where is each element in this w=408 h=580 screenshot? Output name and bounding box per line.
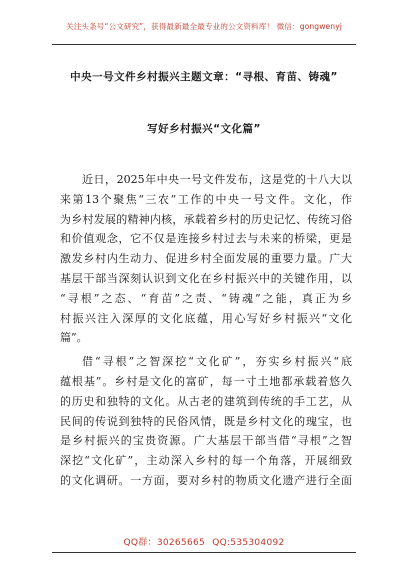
- document-title: 中央一号文件乡村振兴主题文章：“寻根、育苗、铸魂”: [70, 71, 338, 83]
- paragraph-1: [60, 170, 352, 348]
- header-divider: [52, 44, 356, 45]
- paragraph-2: [60, 352, 352, 491]
- text-line: 激发乡村内生动力、促进乡村全面发展的重要力量。广大: [60, 252, 352, 266]
- qq-number: QQ:535304092: [212, 538, 285, 548]
- text-line: 民间的传说到独特的民俗风情，既是乡村文化的瑰宝，也: [60, 414, 352, 428]
- text-line: 近日，2025年中央一号文件发布，这是党的十八大以: [82, 173, 352, 186]
- text-line: 蕴根基”。乡村是文化的富矿，每一寸土地都承载着悠久: [60, 374, 352, 388]
- text-line: 为乡村发展的精神内核，承载着乡村的历史记忆、传统习俗: [60, 212, 352, 226]
- text-line: 篇”。: [60, 331, 88, 345]
- text-line: “寻根”之态、“育苗”之责、“铸魂”之能，真正为乡: [60, 291, 352, 305]
- text-line: 基层干部当深刻认识到文化在乡村振兴中的关键作用，以: [60, 271, 352, 285]
- text-line: 是乡村振兴的宝贵资源。广大基层干部当借“寻根”之智: [60, 434, 352, 448]
- text-line: 深挖“文化矿”，主动深入乡村的每一个角落，开展细致: [60, 454, 352, 468]
- qq-group-number: QQ群：30265665: [123, 538, 206, 548]
- text-line: 的历史和独特的文化。从古老的建筑到传统的手工艺，从: [60, 394, 352, 408]
- text-line: 来第13个聚焦“三农”工作的中央一号文件。文化，作: [60, 192, 352, 206]
- header-note: 关注头条号“公文研究”，获得最新最全最专业的公文资料库！ 微信：gongwenyj: [66, 22, 342, 31]
- text-line: 的文化调研。一方面，要对乡村的物质文化遗产进行全面: [60, 473, 352, 487]
- document-body: [60, 170, 352, 491]
- footer-divider: [52, 552, 356, 553]
- text-line: 借“寻根”之智深挖“文化矿”，夯实乡村振兴“底: [82, 355, 352, 369]
- document-subtitle: 写好乡村振兴“文化篇”: [147, 123, 261, 135]
- footer-contact: [0, 535, 408, 548]
- text-line: 村振兴注入深厚的文化底蕴，用心写好乡村振兴“文化: [60, 311, 352, 325]
- text-line: 和价值观念，它不仅是连接乡村过去与未来的桥梁，更是: [60, 232, 352, 246]
